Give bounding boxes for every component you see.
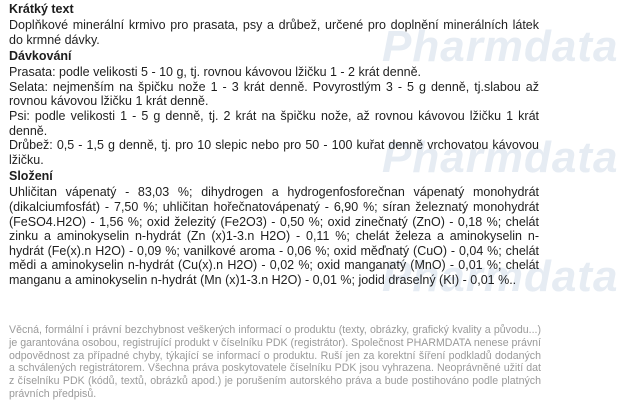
dosage-piglets: Selata: nejmenším na špičku nože 1 - 3 krát denně. Povyrostlým 3 - 5 g denně, tj.slabou až rovnou kávovou lžičku 1 krát denně. [9,79,539,109]
short-text-heading: Krátký text [9,2,74,16]
dosage-pigs: Prasata: podle velikosti 5 - 10 g, tj. rovnou kávovou lžičku 1 - 2 krát denně. [9,65,422,80]
section-short-text [9,1,539,47]
watermark-text: Pharmdata [382,133,618,182]
short-text-body: Doplňkové minerální krmivo pro prasata, psy a drůbež, určené pro doplnění minerálních látek do krmné dávky. [9,18,539,47]
composition-heading: Složení [9,169,53,184]
watermark-text: Pharmdata [382,22,618,71]
legal-disclaimer: Věcná, formální i právní bezchybnost veškerých informací o produktu (texty, obrázky, grafický kvality a původu...) je garantována osobou, registrující produkt v číselníku PDK (registrátor). Společnost PHARMDATA nenese právní odpovědnost za případné chyby, týkající se informací o produktu. Ruší jen za korektní šíření podkladů dodaných a schválených registrátorem. Všechna práva poskytovatele číselníku PDK jsou vyhrazena. Neoprávněné užití dat z číselníku PDK (kódů, textů, obrázků apod.) je porušením autorského práva a bude postihováno podle platných právních předpisů. [9,324,541,400]
watermark-text: Pharmdata [382,252,618,301]
dosage-dogs: Psi: podle velikosti 1 - 5 g denně, tj. 2 krát na špičku nože, až rovnou kávovou lžičku 1 krát denně. [9,108,539,138]
composition-body: Uhličitan vápenatý - 83,03 %; dihydrogen a hydrogenfosforečnan vápenatý monohydrát (dikalciumfosfát) - 7,50 %; uhličitan hořečnatovápenatý - 6,90 %; síran železnatý monohydrát (FeSO4.H2O) - 1,56 %; oxid železitý (Fe2O3) - 0,50 %; oxid zinečnatý (ZnO) - 0,18 %; chelát zinku a aminokyselin n-hydrát (Zn (x)1-3.n H2O) - 0,11 %; chelát železa a aminokyselin n-hydrát (Fe(x).n H2O) - 0,09 %; vanilkové aroma - 0,06 %; oxid měďnatý (CuO) - 0,04 %; chelát mědi a aminokyselin n-hydrát (Cu(x).n H2O) - 0,02 %; oxid manganatý (MnO) - 0,01 %; chelát manganu a aminokyselin n-hydrát (Mn (x)1-3.n H2O) - 0,01 %; jodid draselný (KI) - 0,01 %.. [9,185,539,287]
dosage-poultry: Drůbež: 0,5 - 1,5 g denně, tj. pro 10 slepic nebo pro 50 - 100 kuřat denně vrchovatou kávovou lžičku. [9,138,539,167]
dosage-heading: Dávkování [9,49,72,64]
section-composition [9,168,539,287]
section-dosage [9,48,539,167]
product-info [9,1,539,289]
